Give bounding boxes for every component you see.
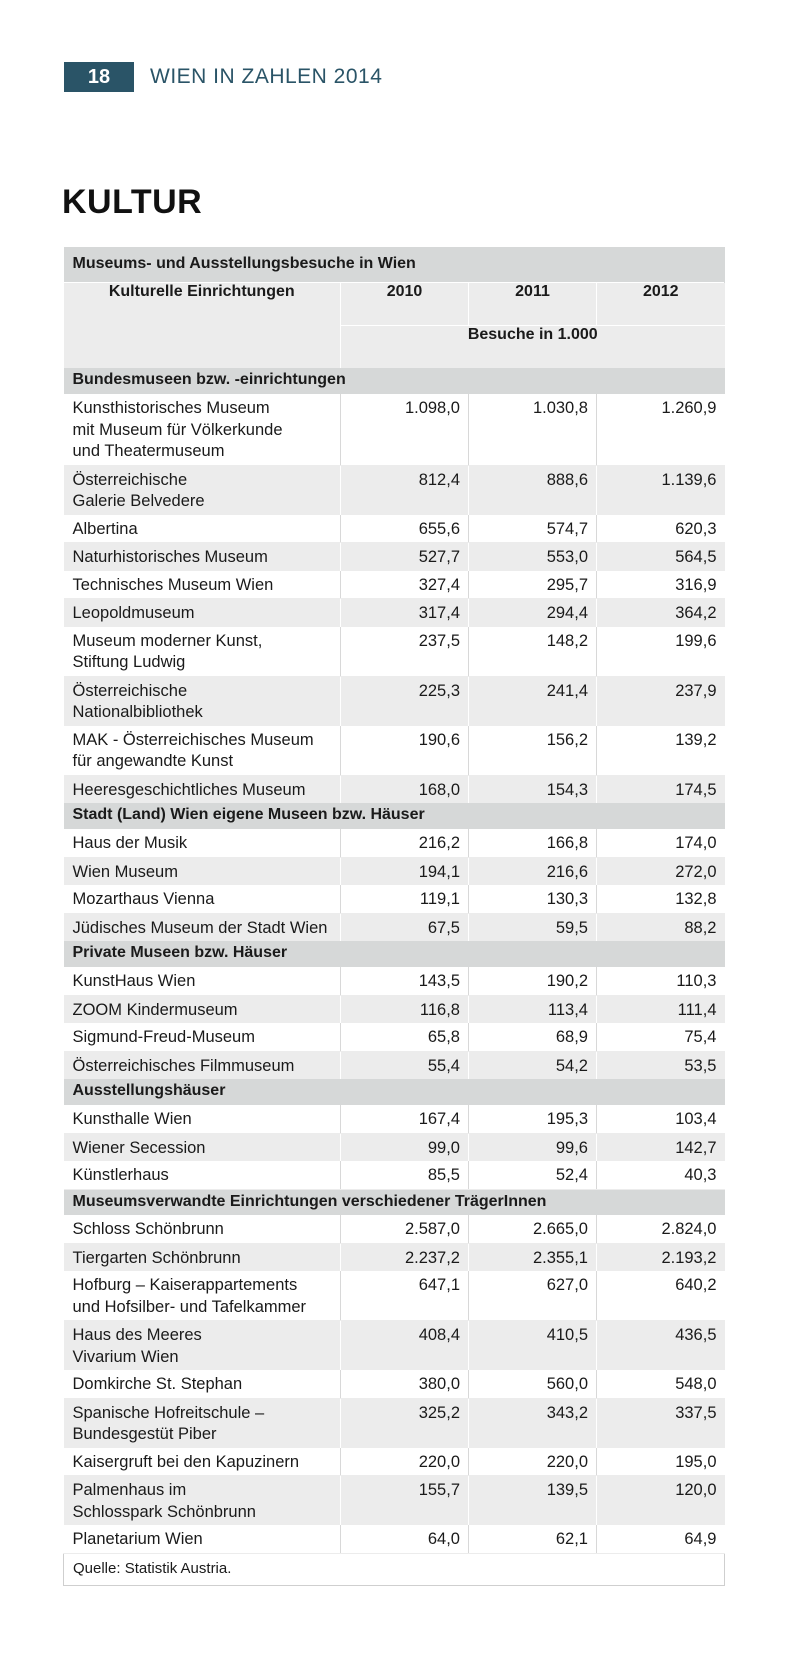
institution-name-line: KunstHaus Wien <box>72 972 196 990</box>
institution-name-line: und Hofsilber- und Tafelkammer <box>72 1297 307 1316</box>
visits-value-2010: 99,0 <box>341 1133 469 1161</box>
visits-value-2010: 2.237,2 <box>341 1243 469 1271</box>
visits-value-2010: 116,8 <box>341 995 469 1023</box>
visits-value-2010: 155,7 <box>341 1476 469 1526</box>
visits-value-2012: 2.824,0 <box>597 1215 725 1243</box>
institution-name <box>64 543 341 571</box>
institution-name <box>64 1243 341 1271</box>
visits-value-2010: 1.098,0 <box>341 394 469 465</box>
institution-name-line: Kunsthalle Wien <box>72 1110 192 1128</box>
institution-name <box>64 1398 341 1448</box>
institution-name-line: Albertina <box>72 519 138 538</box>
visits-value-2012: 337,5 <box>597 1398 725 1448</box>
year-header: 2011 <box>469 282 597 325</box>
table-row <box>64 995 725 1023</box>
institution-name <box>64 1321 341 1371</box>
institution-name-line: Planetarium Wien <box>72 1530 203 1548</box>
institution-name <box>64 1215 341 1243</box>
visits-value-2011: 62,1 <box>469 1525 597 1553</box>
visits-value-2010: 85,5 <box>341 1161 469 1189</box>
visits-value-2012: 110,3 <box>597 967 725 995</box>
group-header-row <box>64 941 725 967</box>
institution-name <box>64 1370 341 1398</box>
institution-name <box>64 676 341 726</box>
institution-name-line: für angewandte Kunst <box>72 752 234 770</box>
visits-value-2011: 560,0 <box>469 1370 597 1398</box>
institution-name <box>64 885 341 913</box>
visits-value-2011: 54,2 <box>469 1051 597 1079</box>
visits-value-2011: 294,4 <box>469 599 597 627</box>
institution-name-line: Schloss Schönbrunn <box>72 1220 224 1238</box>
institution-name <box>64 995 341 1023</box>
table-row <box>64 1105 725 1133</box>
visits-value-2012: 142,7 <box>597 1133 725 1161</box>
visits-value-2010: 527,7 <box>341 543 469 571</box>
institution-name <box>64 1448 341 1476</box>
institution-name-line: Technisches Museum Wien <box>72 575 274 594</box>
visits-value-2011: 1.030,8 <box>469 394 597 465</box>
table-row <box>64 465 725 515</box>
group-title: Stadt (Land) Wien eigene Museen bzw. Häuser <box>64 803 725 829</box>
institution-name <box>64 1525 341 1553</box>
institution-name-line: Nationalbibliothek <box>72 703 203 721</box>
visits-value-2010: 190,6 <box>341 726 469 776</box>
table-row <box>64 885 725 913</box>
visits-value-2010: 194,1 <box>341 857 469 885</box>
institution-name-line: Palmenhaus im <box>72 1481 187 1499</box>
visits-value-2010: 220,0 <box>341 1448 469 1476</box>
visits-value-2010: 64,0 <box>341 1525 469 1553</box>
visits-value-2012: 1.260,9 <box>597 394 725 465</box>
visits-value-2011: 2.665,0 <box>469 1215 597 1243</box>
visits-value-2011: 553,0 <box>469 543 597 571</box>
table-row <box>64 1271 725 1321</box>
table-caption-row <box>64 247 725 282</box>
institution-name <box>64 1161 341 1189</box>
visits-value-2012: 1.139,6 <box>597 465 725 515</box>
institution-name-line: Domkirche St. Stephan <box>72 1375 243 1393</box>
visits-value-2011: 410,5 <box>469 1321 597 1371</box>
year-header: 2010 <box>341 282 469 325</box>
institution-name <box>64 913 341 941</box>
table-row <box>64 394 725 465</box>
table-row <box>64 857 725 885</box>
visits-value-2010: 237,5 <box>341 627 469 677</box>
institution-name-line: Vivarium Wien <box>72 1347 179 1366</box>
visits-value-2012: 88,2 <box>597 913 725 941</box>
institution-name <box>64 394 341 465</box>
group-title: Private Museen bzw. Häuser <box>64 941 725 967</box>
visits-value-2010: 655,6 <box>341 515 469 543</box>
institution-name-line: Heeresgeschichtliches Museum <box>72 780 306 799</box>
visits-value-2011: 295,7 <box>469 571 597 599</box>
visits-value-2012: 195,0 <box>597 1448 725 1476</box>
visits-value-2012: 132,8 <box>597 885 725 913</box>
visits-value-2012: 2.193,2 <box>597 1243 725 1271</box>
table-row <box>64 1161 725 1189</box>
institution-name <box>64 1023 341 1051</box>
table-row <box>64 1525 725 1553</box>
institution-name-line: Tiergarten Schönbrunn <box>72 1248 241 1267</box>
institution-name-line: Kunsthistorisches Museum <box>72 399 270 417</box>
institution-name-line: Sigmund-Freud-Museum <box>72 1028 255 1046</box>
institution-name <box>64 571 341 599</box>
visits-value-2011: 195,3 <box>469 1105 597 1133</box>
row-label-header: Kulturelle Einrichtungen <box>64 282 341 368</box>
visits-value-2011: 154,3 <box>469 775 597 803</box>
page-header <box>64 62 382 92</box>
group-header-row <box>64 1189 725 1215</box>
page-number: 18 <box>64 62 134 92</box>
visits-value-2012: 548,0 <box>597 1370 725 1398</box>
institution-name <box>64 1105 341 1133</box>
institution-name-line: Österreichische <box>72 470 188 489</box>
visits-value-2010: 408,4 <box>341 1321 469 1371</box>
visits-value-2012: 75,4 <box>597 1023 725 1051</box>
institution-name-line: Künstlerhaus <box>72 1166 169 1184</box>
visits-value-2010: 67,5 <box>341 913 469 941</box>
institution-name <box>64 1271 341 1321</box>
table-row <box>64 913 725 941</box>
museum-visits-table <box>63 247 725 1586</box>
visits-value-2011: 139,5 <box>469 1476 597 1526</box>
visits-value-2011: 130,3 <box>469 885 597 913</box>
institution-name-line: Wien Museum <box>72 862 178 881</box>
table-row <box>64 1243 725 1271</box>
institution-name <box>64 857 341 885</box>
visits-value-2011: 156,2 <box>469 726 597 776</box>
visits-value-2012: 640,2 <box>597 1271 725 1321</box>
institution-name <box>64 967 341 995</box>
visits-value-2011: 574,7 <box>469 515 597 543</box>
visits-value-2011: 99,6 <box>469 1133 597 1161</box>
visits-value-2010: 216,2 <box>341 829 469 857</box>
table-row <box>64 726 725 776</box>
visits-value-2010: 2.587,0 <box>341 1215 469 1243</box>
table-row <box>64 571 725 599</box>
visits-value-2011: 888,6 <box>469 465 597 515</box>
table-caption: Museums- und Ausstellungsbesuche in Wien <box>64 247 725 282</box>
table-row <box>64 676 725 726</box>
table-row <box>64 829 725 857</box>
visits-value-2012: 316,9 <box>597 571 725 599</box>
institution-name <box>64 1133 341 1161</box>
visits-value-2010: 65,8 <box>341 1023 469 1051</box>
table-body <box>64 247 725 1585</box>
visits-value-2011: 113,4 <box>469 995 597 1023</box>
institution-name <box>64 515 341 543</box>
visits-value-2010: 119,1 <box>341 885 469 913</box>
institution-name-line: Österreichische <box>72 681 188 700</box>
visits-value-2012: 53,5 <box>597 1051 725 1079</box>
table-row <box>64 1476 725 1526</box>
visits-value-2011: 627,0 <box>469 1271 597 1321</box>
institution-name <box>64 465 341 515</box>
table-row <box>64 515 725 543</box>
table-header-row <box>64 282 725 325</box>
visits-value-2011: 59,5 <box>469 913 597 941</box>
institution-name-line: ZOOM Kindermuseum <box>72 1000 238 1019</box>
source-row <box>64 1553 725 1585</box>
year-header: 2012 <box>597 282 725 325</box>
visits-value-2010: 380,0 <box>341 1370 469 1398</box>
institution-name-line: Mozarthaus Vienna <box>72 890 215 908</box>
visits-value-2010: 325,2 <box>341 1398 469 1448</box>
unit-header: Besuche in 1.000 <box>341 325 725 368</box>
visits-value-2012: 436,5 <box>597 1321 725 1371</box>
institution-name-line: Stiftung Ludwig <box>72 653 186 671</box>
visits-value-2012: 620,3 <box>597 515 725 543</box>
table-row <box>64 599 725 627</box>
institution-name-line: Bundesgestüt Piber <box>72 1425 217 1443</box>
visits-value-2010: 327,4 <box>341 571 469 599</box>
visits-value-2011: 190,2 <box>469 967 597 995</box>
table-row <box>64 775 725 803</box>
visits-value-2011: 148,2 <box>469 627 597 677</box>
institution-name-line: Leopoldmuseum <box>72 604 195 622</box>
visits-value-2010: 55,4 <box>341 1051 469 1079</box>
visits-value-2011: 343,2 <box>469 1398 597 1448</box>
table-row <box>64 1133 725 1161</box>
institution-name-line: mit Museum für Völkerkunde <box>72 420 283 439</box>
visits-value-2012: 111,4 <box>597 995 725 1023</box>
visits-value-2012: 139,2 <box>597 726 725 776</box>
institution-name <box>64 599 341 627</box>
group-header-row <box>64 1079 725 1105</box>
visits-value-2011: 220,0 <box>469 1448 597 1476</box>
visits-value-2012: 272,0 <box>597 857 725 885</box>
visits-value-2012: 120,0 <box>597 1476 725 1526</box>
institution-name-line: Schlosspark Schönbrunn <box>72 1502 256 1521</box>
institution-name-line: Haus der Musik <box>72 834 188 852</box>
institution-name <box>64 775 341 803</box>
institution-name-line: und Theatermuseum <box>72 442 225 460</box>
institution-name <box>64 829 341 857</box>
table-row <box>64 967 725 995</box>
visits-value-2010: 168,0 <box>341 775 469 803</box>
institution-name-line: Österreichisches Filmmuseum <box>72 1056 295 1075</box>
institution-name-line: Naturhistorisches Museum <box>72 548 268 566</box>
visits-value-2012: 564,5 <box>597 543 725 571</box>
table-row <box>64 1051 725 1079</box>
institution-name-line: Hofburg – Kaiserappartements <box>72 1276 298 1294</box>
institution-name-line: MAK - Österreichisches Museum <box>72 730 314 749</box>
visits-value-2010: 225,3 <box>341 676 469 726</box>
table-row <box>64 1398 725 1448</box>
table-row <box>64 1321 725 1371</box>
section-title: KULTUR <box>62 183 203 221</box>
visits-value-2012: 64,9 <box>597 1525 725 1553</box>
group-header-row <box>64 803 725 829</box>
table-row <box>64 1370 725 1398</box>
group-title: Ausstellungshäuser <box>64 1079 725 1105</box>
visits-value-2010: 167,4 <box>341 1105 469 1133</box>
institution-name <box>64 1051 341 1079</box>
institution-name <box>64 1476 341 1526</box>
visits-value-2010: 317,4 <box>341 599 469 627</box>
publication-title: WIEN IN ZAHLEN 2014 <box>150 65 383 88</box>
institution-name-line: Haus des Meeres <box>72 1326 202 1344</box>
visits-value-2011: 2.355,1 <box>469 1243 597 1271</box>
source-note: Quelle: Statistik Austria. <box>64 1553 725 1585</box>
table-row <box>64 627 725 677</box>
visits-value-2011: 68,9 <box>469 1023 597 1051</box>
visits-value-2010: 647,1 <box>341 1271 469 1321</box>
visits-value-2012: 174,0 <box>597 829 725 857</box>
institution-name-line: Museum moderner Kunst, <box>72 631 263 650</box>
visits-value-2011: 216,6 <box>469 857 597 885</box>
institution-name-line: Galerie Belvedere <box>72 492 205 510</box>
group-title: Museumsverwandte Einrichtungen verschiedener TrägerInnen <box>64 1189 725 1215</box>
table-row <box>64 543 725 571</box>
visits-value-2010: 812,4 <box>341 465 469 515</box>
table-row <box>64 1448 725 1476</box>
visits-value-2012: 237,9 <box>597 676 725 726</box>
table-row <box>64 1023 725 1051</box>
institution-name-line: Wiener Secession <box>72 1138 206 1157</box>
institution-name-line: Jüdisches Museum der Stadt Wien <box>72 918 328 937</box>
visits-value-2012: 40,3 <box>597 1161 725 1189</box>
institution-name-line: Spanische Hofreitschule – <box>72 1403 265 1422</box>
institution-name <box>64 726 341 776</box>
visits-value-2011: 241,4 <box>469 676 597 726</box>
visits-value-2012: 174,5 <box>597 775 725 803</box>
institution-name <box>64 627 341 677</box>
table-row <box>64 1215 725 1243</box>
visits-value-2011: 52,4 <box>469 1161 597 1189</box>
visits-value-2012: 364,2 <box>597 599 725 627</box>
visits-value-2012: 103,4 <box>597 1105 725 1133</box>
visits-value-2011: 166,8 <box>469 829 597 857</box>
visits-value-2010: 143,5 <box>341 967 469 995</box>
institution-name-line: Kaisergruft bei den Kapuzinern <box>72 1452 300 1471</box>
group-header-row <box>64 368 725 394</box>
group-title: Bundesmuseen bzw. -einrichtungen <box>64 368 725 394</box>
visits-value-2012: 199,6 <box>597 627 725 677</box>
